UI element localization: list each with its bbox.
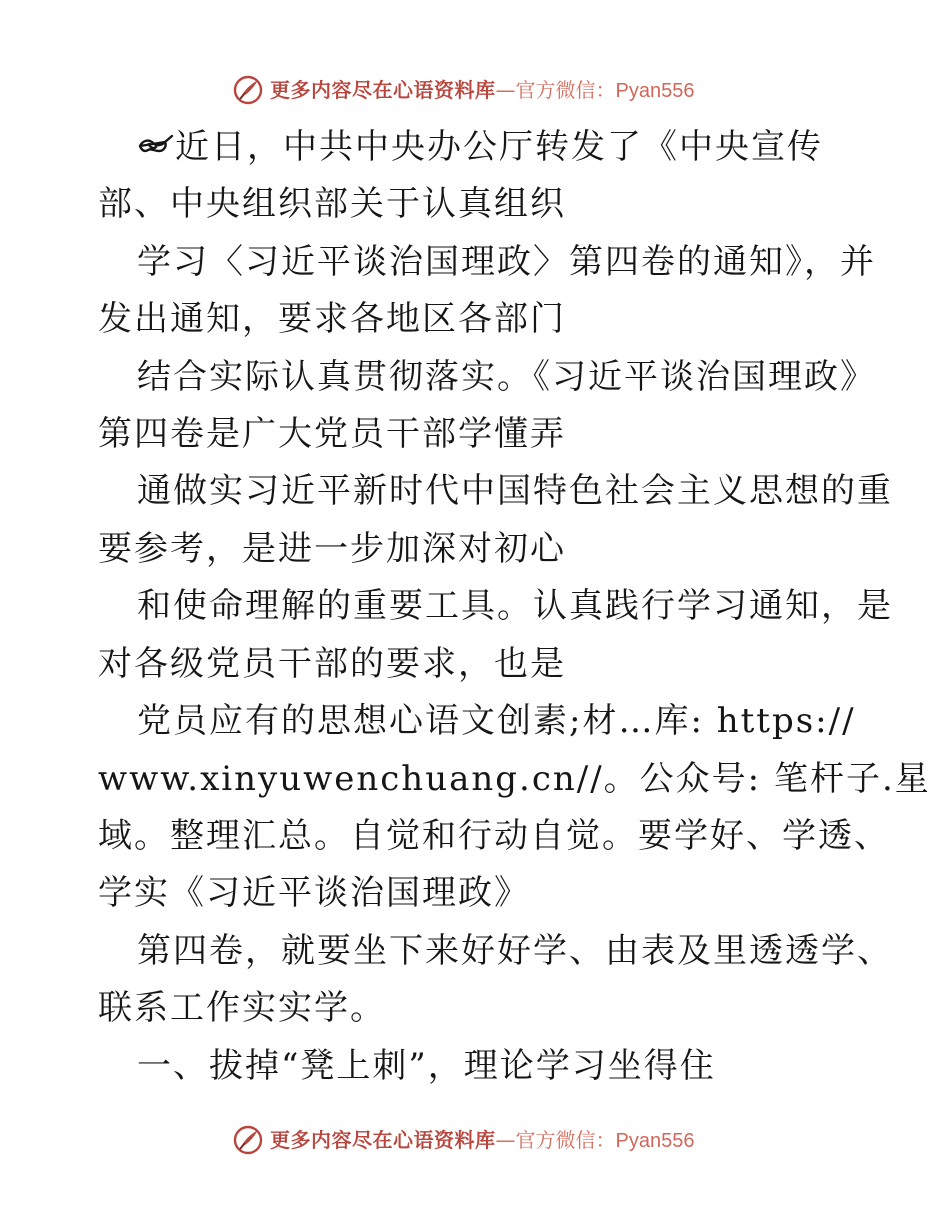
body-line-4: 发出通知，要求各地区各部门 — [98, 299, 566, 339]
banner-wechat-label: 官方微信： — [515, 1128, 616, 1152]
body-line-9: 和使命理解的重要工具。认真践行学习通知，是 — [137, 586, 893, 626]
banner-text — [270, 1126, 694, 1155]
banner-wechat-id: Pyan556 — [615, 80, 695, 102]
banner-wechat-id: Pyan556 — [615, 1130, 695, 1152]
body-line-7: 通做实习近平新时代中国特色社会主义思想的重 — [137, 471, 893, 511]
body-line-1 — [137, 127, 823, 167]
body-line-17: 一、拔掉“凳上刺”，理论学习坐得住 — [137, 1046, 716, 1086]
body-line-11: 党员应有的思想心语文创素;材…库: https:// — [137, 701, 856, 741]
banner-dash: — — [495, 78, 516, 102]
banner-title: 更多内容尽在心语资料库 — [270, 78, 496, 102]
body-line-1-text: 近日，中共中央办公厅转发了《中央宣传 — [175, 127, 823, 167]
banner-title: 更多内容尽在心语资料库 — [270, 1128, 496, 1152]
hand-pointer-icon — [137, 130, 175, 160]
quill-logo-icon — [232, 1124, 264, 1156]
body-line-10: 对各级党员干部的要求，也是 — [98, 644, 566, 684]
body-line-5: 结合实际认真贯彻落实。《习近平谈治国理政》 — [137, 357, 876, 397]
banner-dash: — — [495, 1128, 516, 1152]
quill-logo-icon — [232, 74, 264, 106]
body-line-2: 部、中央组织部关于认真组织 — [98, 184, 566, 224]
header-banner — [0, 70, 950, 110]
banner-text — [270, 76, 694, 105]
body-line-6: 第四卷是广大党员干部学懂弄 — [98, 414, 566, 454]
body-line-14: 学实《习近平谈治国理政》 — [98, 873, 530, 913]
body-line-8: 要参考，是进一步加深对初心 — [98, 529, 566, 569]
banner-wechat-label: 官方微信： — [515, 78, 616, 102]
body-line-16: 联系工作实实学。 — [98, 988, 386, 1028]
body-line-3: 学习〈习近平谈治国理政〉第四卷的通知》，并 — [137, 242, 876, 282]
footer-banner — [0, 1120, 950, 1160]
body-line-15: 第四卷，就要坐下来好好学、由表及里透透学、 — [137, 931, 893, 971]
body-line-12: www.xinyuwenchuang.cn//。公众号: 笔杆子.星 — [98, 759, 931, 799]
body-line-13: 域。整理汇总。自觉和行动自觉。要学好、学透、 — [98, 816, 890, 856]
